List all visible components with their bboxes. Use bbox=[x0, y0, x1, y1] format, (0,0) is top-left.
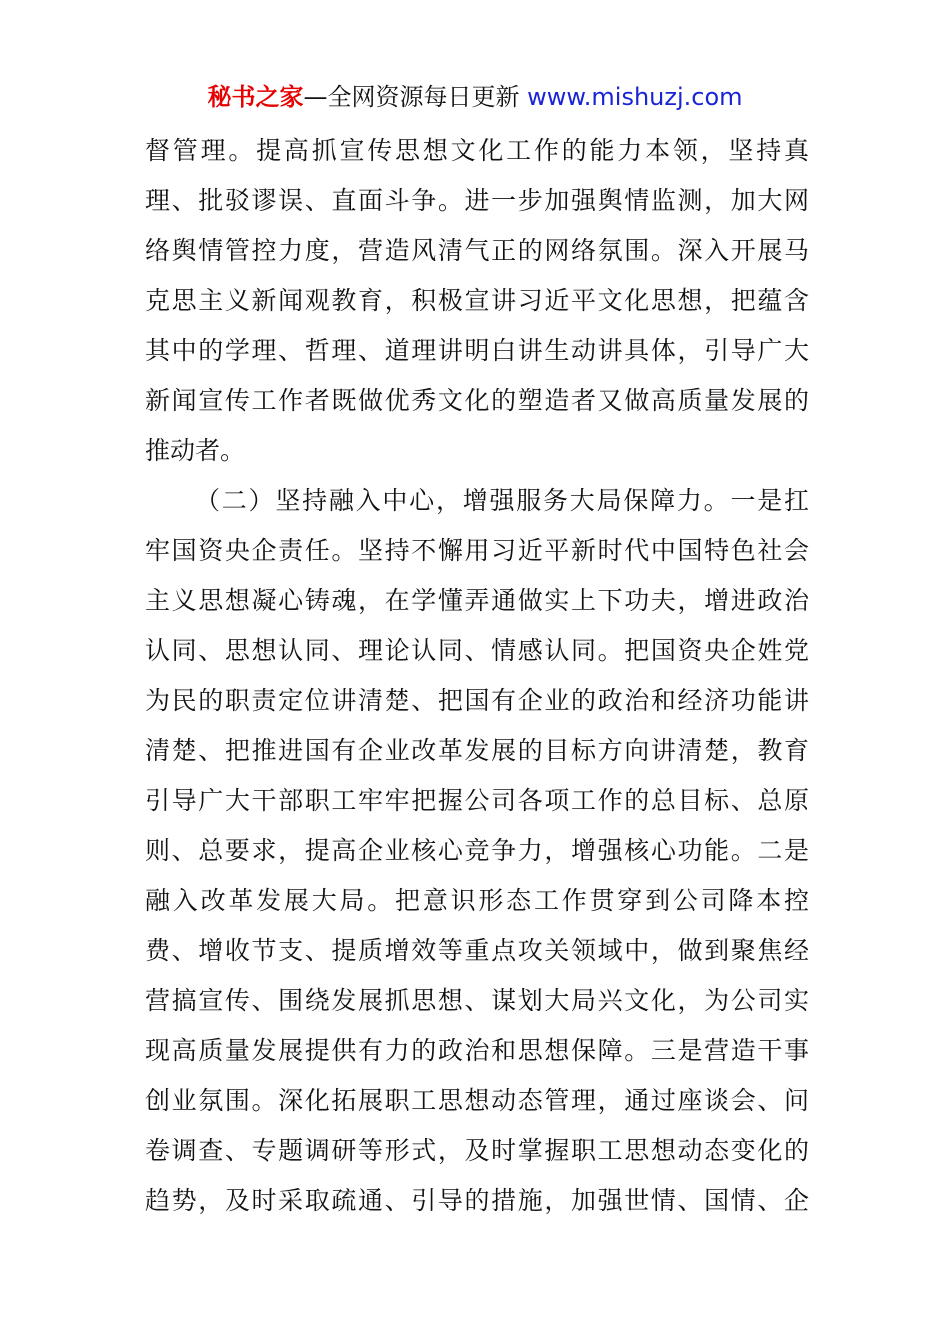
text-line: 趋势，及时采取疏通、引导的措施，加强世情、国情、企 bbox=[145, 1186, 809, 1215]
text-line: 主义思想凝心铸魂，在学懂弄通做实上下功夫，增进政治 bbox=[145, 586, 809, 615]
text-line: 新闻宣传工作者既做优秀文化的塑造者又做高质量发展的 bbox=[145, 386, 809, 415]
text-line: 融入改革发展大局。把意识形态工作贯穿到公司降本控 bbox=[145, 886, 809, 915]
text-line: 理、批驳谬误、直面斗争。进一步加强舆情监测，加大网 bbox=[145, 186, 809, 215]
text-line: 络舆情管控力度，营造风清气正的网络氛围。深入开展马 bbox=[145, 236, 809, 265]
text-line: 克思主义新闻观教育，积极宣讲习近平文化思想，把蕴含 bbox=[145, 286, 809, 315]
site-brand: 秘书之家 bbox=[207, 83, 304, 111]
text-line: 卷调查、专题调研等形式，及时掌握职工思想动态变化的 bbox=[145, 1136, 809, 1165]
text-line: 牢国资央企责任。坚持不懈用习近平新时代中国特色社会 bbox=[145, 536, 809, 565]
text-line: 营搞宣传、围绕发展抓思想、谋划大局兴文化，为公司实 bbox=[145, 986, 809, 1015]
site-tagline: —全网资源每日更新 bbox=[303, 83, 528, 111]
text-line: 其中的学理、哲理、道理讲明白讲生动讲具体，引导广大 bbox=[145, 336, 809, 365]
text-line: 创业氛围。深化拓展职工思想动态管理，通过座谈会、问 bbox=[145, 1086, 809, 1115]
site-header bbox=[0, 80, 950, 114]
site-url[interactable]: www.mishuzj.com bbox=[527, 83, 743, 111]
text-line: 费、增收节支、提质增效等重点攻关领域中，做到聚焦经 bbox=[145, 936, 809, 965]
text-line: 推动者。 bbox=[145, 436, 246, 465]
text-line: 则、总要求，提高企业核心竞争力，增强核心功能。二是 bbox=[145, 836, 809, 865]
text-line: 督管理。提高抓宣传思想文化工作的能力本领，坚持真 bbox=[145, 136, 809, 165]
text-line: 清楚、把推进国有企业改革发展的目标方向讲清楚，教育 bbox=[145, 736, 809, 765]
section-heading-line: （二）坚持融入中心，增强服务大局保障力。一是扛 bbox=[195, 486, 809, 515]
text-line: 为民的职责定位讲清楚、把国有企业的政治和经济功能讲 bbox=[145, 686, 809, 715]
text-line: 现高质量发展提供有力的政治和思想保障。三是营造干事 bbox=[145, 1036, 809, 1065]
text-line: 认同、思想认同、理论认同、情感认同。把国资央企姓党 bbox=[145, 636, 809, 665]
document-body bbox=[145, 126, 809, 1226]
text-line: 引导广大干部职工牢牢把握公司各项工作的总目标、总原 bbox=[145, 786, 809, 815]
